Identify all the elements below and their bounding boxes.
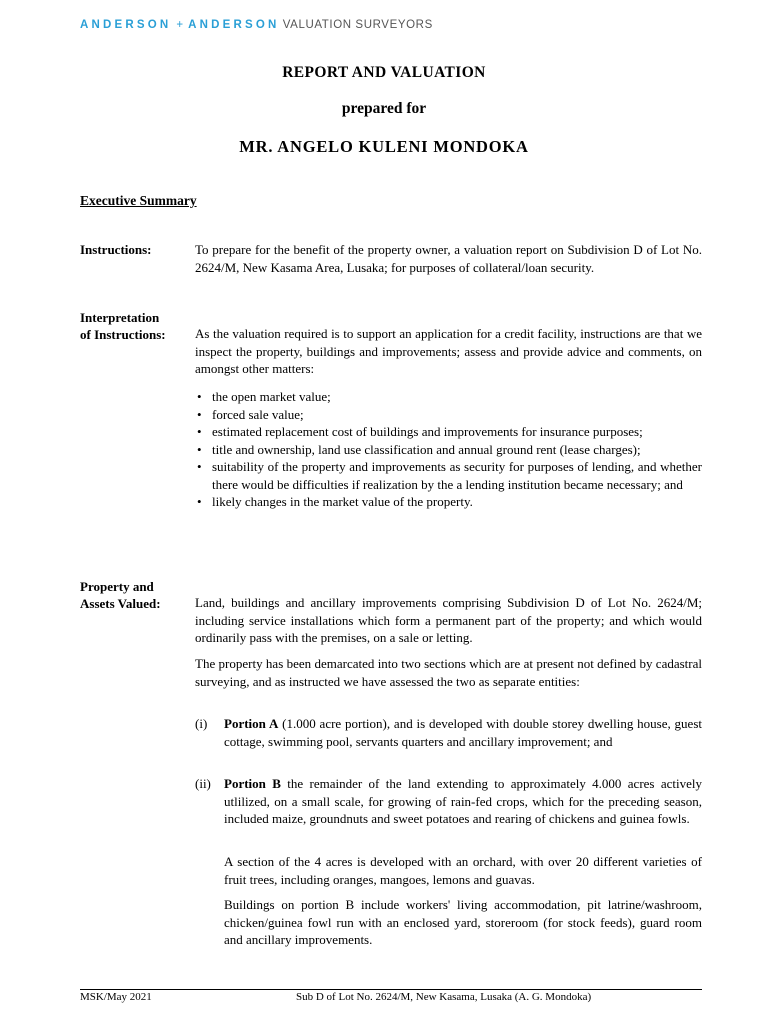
list-item: • likely changes in the market value of the property. [197,494,473,509]
prepared-for: prepared for [341,100,427,117]
letterhead [80,19,433,31]
footer-right: Sub D of Lot No. 2624/M, New Kasama, Lusaka (A. G. Mondoka) [296,991,592,1003]
list-item: • suitability of the property and improvements as security for purposes of lending, and whether there would be difficulties if realization by the a lending institution became necessary; and [197,459,702,492]
buildings-paragraph: Buildings on portion B include workers' living accommodation, pit latrine/washroom, chicken/guinea fowl run with an enclosed yard, storeroom (for stock feeds), guard room and ancillary improvements. [224,897,702,947]
portion-a-title: Portion A [224,716,279,731]
orchard-paragraph: A section of the 4 acres is developed with an orchard, with over 20 different varieties of fruit trees, including oranges, mangoes, lemons and guavas. [224,854,702,887]
footer-left: MSK/May 2021 [80,991,152,1003]
interpretation-label [80,309,166,343]
interpretation-text: As the valuation required is to support an application for a credit facility, instructions are that we inspect the property, buildings and improvements; assess and provide advice and comments, on amongst other matters: [195,326,702,376]
section-heading: Executive Summary [80,193,197,208]
property-para2: The property has been demarcated into two sections which are at present not defined by cadastral surveying, and as instructed we have assessed the two as separate entities: [195,656,702,689]
report-title: REPORT AND VALUATION [282,64,486,81]
portion-b-title: Portion B [224,776,281,791]
interpretation-bullet-list [195,388,702,511]
list-item: • title and ownership, land use classification and annual ground rent (lease charges); [197,441,641,457]
portion-b-text: the remainder of the land extending to approximately 4.000 acres actively utlilized, on a small scale, for growing of rain-fed crops, which for the preceding season, included maize, groundnuts and sweet potatoes and rearing of chickens and guinea fowls. [224,776,702,826]
firm-name-b: ANDERSON [188,19,280,31]
client-name: MR. ANGELO KULENI MONDOKA [239,137,529,156]
interpretation-label-line1: Interpretation [80,310,160,325]
instructions-text: To prepare for the benefit of the property owner, a valuation report on Subdivision D of Lot No. 2624/M, New Kasama Area, Lusaka; for purposes of collateral/loan security. [195,242,702,275]
footer-divider [80,989,702,990]
portion-a-item [195,715,702,750]
interpretation-label-line2: of Instructions: [80,327,166,342]
firm-name-a: ANDERSON [80,19,172,31]
letterhead-plus: + [176,19,184,31]
property-para1: Land, buildings and ancillary improvements comprising Subdivision D of Lot No. 2624/M; including service installations which form a permanent part of the property; and which would ordinarily pass with the premises, on a sale or letting. [195,595,702,645]
property-label-line1: Property and [80,579,154,594]
letterhead-subtitle: VALUATION SURVEYORS [282,19,433,31]
portion-a-text: (1.000 acre portion), and is developed with double storey dwelling house, guest cottage, swimming pool, servants quarters and ancillary improvement; and [224,716,702,749]
portion-b-item [195,775,702,828]
portion-a-number: (i) [195,716,208,731]
instructions-label: Instructions: [80,242,152,257]
property-label-line2: Assets Valued: [80,596,161,611]
list-item: • the open market value; [197,389,331,404]
portion-b-number: (ii) [195,776,211,791]
list-item: • forced sale value; [197,406,304,422]
property-label [80,578,161,612]
list-item: • estimated replacement cost of buildings and improvements for insurance purposes; [197,424,643,439]
